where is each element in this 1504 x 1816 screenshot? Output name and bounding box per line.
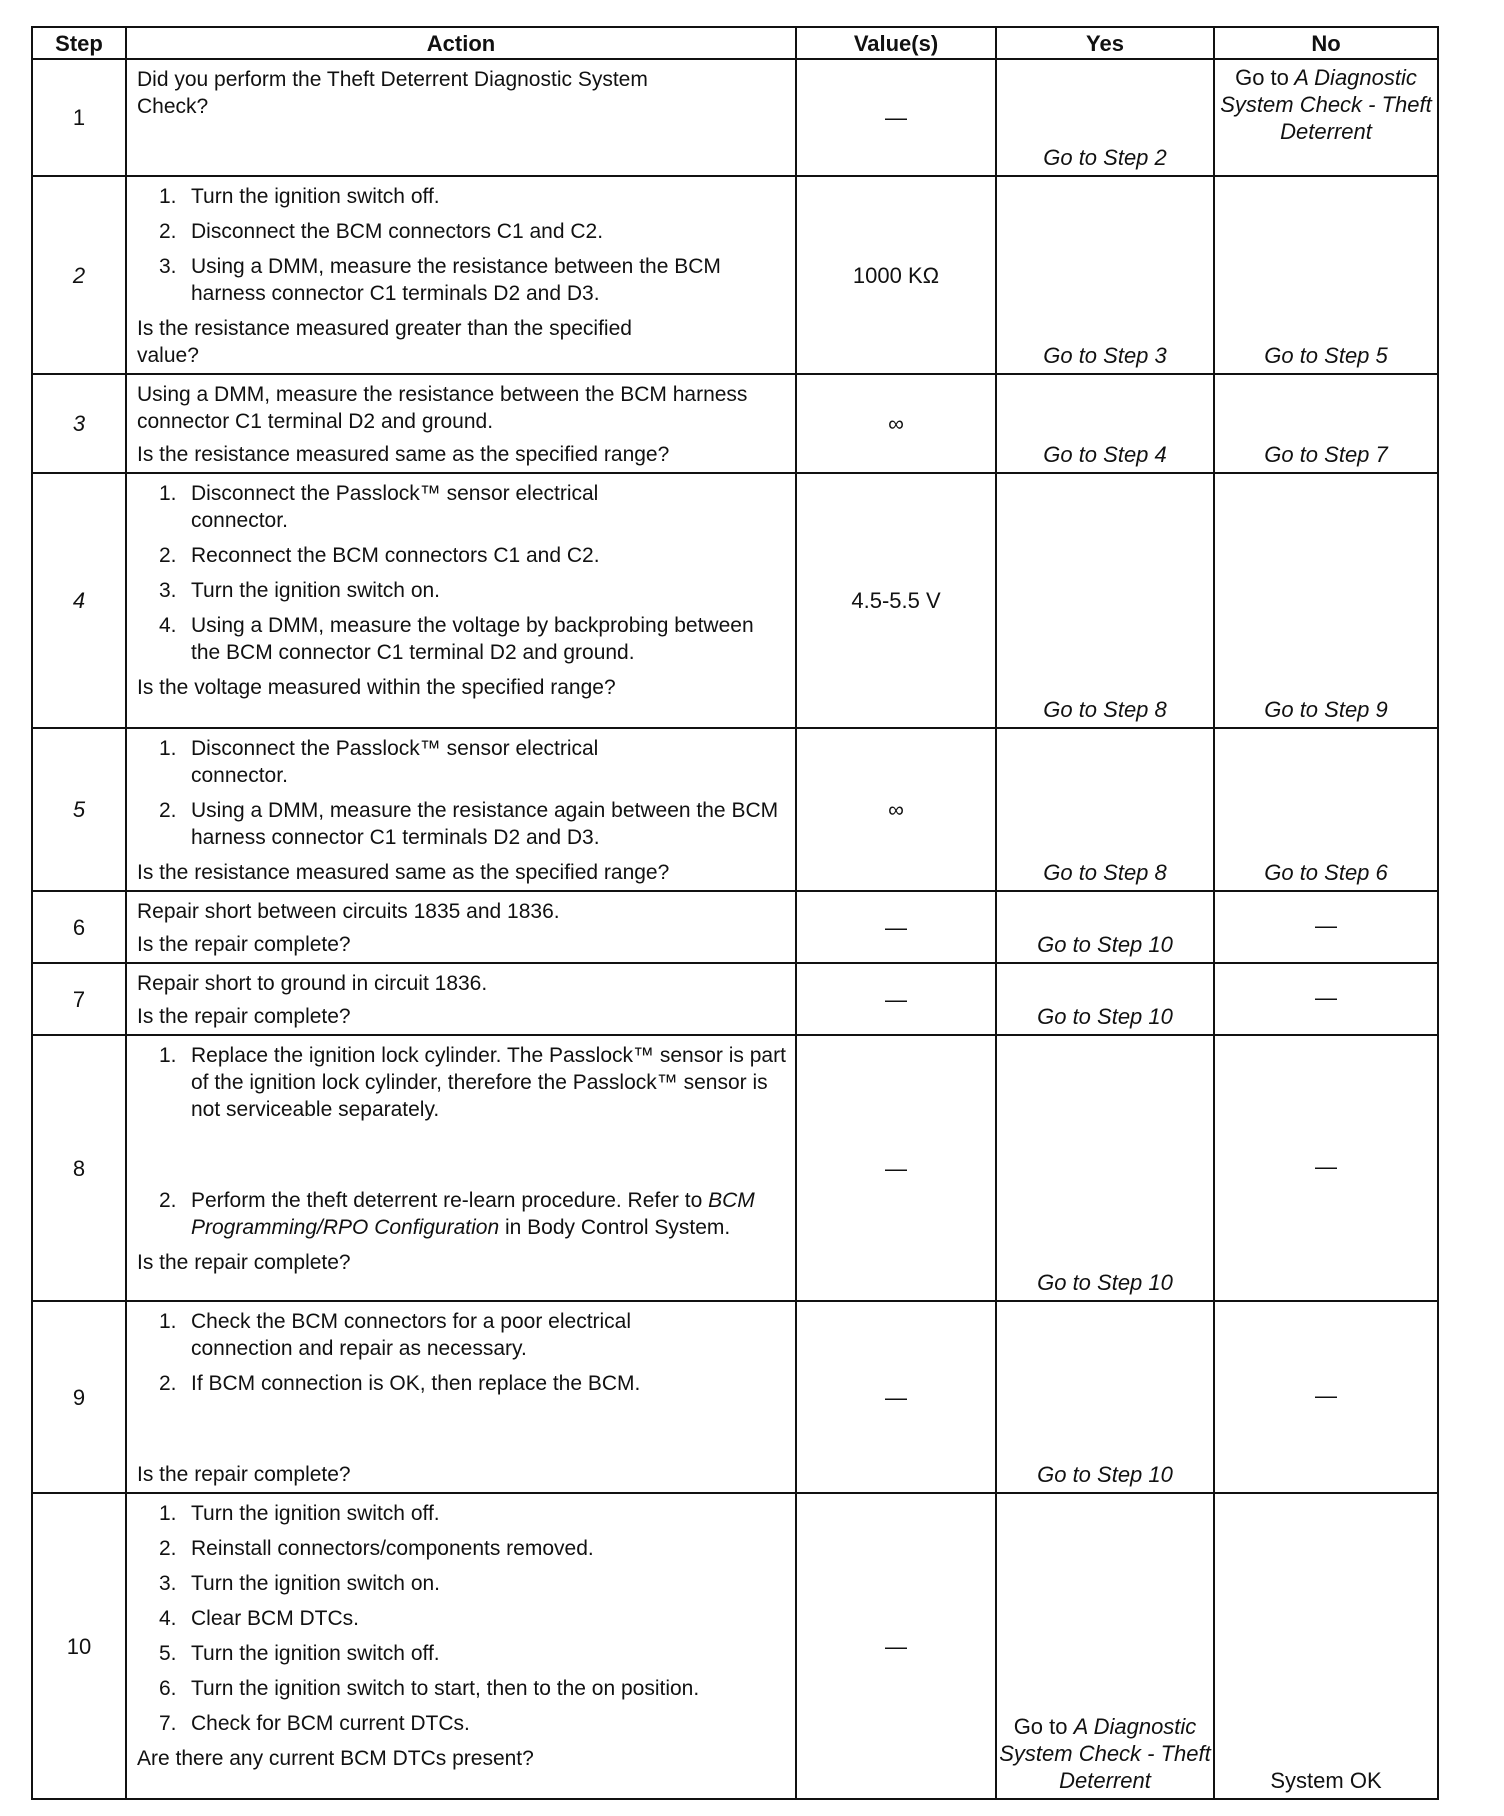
value-cell: — — [796, 1493, 996, 1799]
header-no: No — [1214, 27, 1438, 59]
list-item: 1. Replace the ignition lock cylinder. The Passlock™ sensor is part of the ignition lock cylinder, therefore the Passlock™ sensor is not serviceable separately. — [159, 1044, 786, 1121]
table-row-step-3 — [32, 374, 1438, 473]
list-item: 3. Turn the ignition switch on. — [159, 1572, 441, 1595]
yes-link-text: A Diagnostic System Check - Theft Deterrent — [999, 1714, 1211, 1793]
yes-cell: Go to Step 10 — [996, 1035, 1214, 1301]
action-list — [137, 735, 787, 851]
list-item: 2. Reconnect the BCM connectors C1 and C2. — [159, 544, 600, 567]
action-cell — [126, 176, 796, 374]
list-item: 2. Perform the theft deterrent re-learn procedure. Refer to BCM Programming/RPO Configuration in Body Control System. — [159, 1189, 755, 1239]
table-row-step-9 — [32, 1301, 1438, 1493]
step-number: 2 — [32, 176, 126, 374]
table-row-step-2 — [32, 176, 1438, 374]
action-list — [137, 1308, 787, 1461]
header-action: Action — [126, 27, 796, 59]
no-cell: — — [1214, 963, 1438, 1035]
no-prefix: Go to — [1235, 65, 1289, 90]
action-question: Is the resistance measured same as the specified range? — [137, 443, 670, 466]
yes-cell: Go to Step 4 — [996, 374, 1214, 473]
yes-cell: Go to Step 8 — [996, 473, 1214, 728]
action-cell — [126, 728, 796, 891]
action-list — [137, 1042, 787, 1241]
list-item: 1. Disconnect the Passlock™ sensor electrical connector. — [159, 737, 599, 787]
yes-cell: Go to Step 8 — [996, 728, 1214, 891]
step-number: 5 — [32, 728, 126, 891]
value-cell: — — [796, 891, 996, 963]
list-item: 1. Turn the ignition switch off. — [159, 185, 440, 208]
header-yes: Yes — [996, 27, 1214, 59]
step-number: 6 — [32, 891, 126, 963]
action-question: Is the repair complete? — [137, 1463, 351, 1486]
yes-cell: Go to Step 10 — [996, 1301, 1214, 1493]
action-question: Are there any current BCM DTCs present? — [137, 1747, 534, 1770]
yes-cell — [996, 1493, 1214, 1799]
list-item: 1. Check the BCM connectors for a poor electrical connection and repair as necessary. — [159, 1310, 632, 1360]
step-number: 1 — [32, 59, 126, 176]
list-item: 6. Turn the ignition switch to start, then to the on position. — [159, 1677, 700, 1700]
action-cell — [126, 963, 796, 1035]
reference-link-text: BCM Programming/RPO Configuration — [191, 1189, 755, 1239]
header-step: Step — [32, 27, 126, 59]
value-cell: — — [796, 59, 996, 176]
no-cell — [1214, 59, 1438, 176]
no-cell: Go to Step 5 — [1214, 176, 1438, 374]
list-item: 4. Using a DMM, measure the voltage by backprobing between the BCM connector C1 terminal D2 and ground. — [159, 614, 754, 664]
action-cell — [126, 59, 796, 176]
list-item: 1. Disconnect the Passlock™ sensor electrical connector. — [159, 482, 599, 532]
no-cell: Go to Step 9 — [1214, 473, 1438, 728]
diagnostic-table — [31, 26, 1439, 1800]
value-cell: — — [796, 1301, 996, 1493]
value-cell: 1000 KΩ — [796, 176, 996, 374]
step-number: 7 — [32, 963, 126, 1035]
list-item: 2. Disconnect the BCM connectors C1 and C2. — [159, 220, 604, 243]
no-cell: Go to Step 7 — [1214, 374, 1438, 473]
action-text: Repair short between circuits 1835 and 1836. — [137, 900, 560, 923]
action-cell — [126, 1301, 796, 1493]
action-list — [137, 183, 787, 307]
list-item: 4. Clear BCM DTCs. — [159, 1607, 360, 1630]
list-item: 2. Reinstall connectors/components removed. — [159, 1537, 594, 1560]
header-row — [32, 27, 1438, 59]
list-item: 1. Turn the ignition switch off. — [159, 1502, 440, 1525]
yes-cell: Go to Step 3 — [996, 176, 1214, 374]
value-cell: — — [796, 1035, 996, 1301]
action-cell — [126, 891, 796, 963]
header-values: Value(s) — [796, 27, 996, 59]
step-number: 10 — [32, 1493, 126, 1799]
action-cell — [126, 374, 796, 473]
action-question: Did you perform the Theft Deterrent Diagnostic System Check? — [137, 68, 648, 118]
action-question: Is the voltage measured within the specified range? — [137, 676, 616, 699]
action-cell — [126, 473, 796, 728]
action-question: Is the repair complete? — [137, 933, 351, 956]
yes-cell: Go to Step 2 — [996, 59, 1214, 176]
table-row-step-1 — [32, 59, 1438, 176]
yes-cell: Go to Step 10 — [996, 963, 1214, 1035]
table-row-step-4 — [32, 473, 1438, 728]
action-question: Is the resistance measured same as the specified range? — [137, 861, 670, 884]
table-row-step-7 — [32, 963, 1438, 1035]
action-text: Using a DMM, measure the resistance between the BCM harness connector C1 terminal D2 and ground. — [137, 383, 748, 433]
step-number: 9 — [32, 1301, 126, 1493]
value-cell: ∞ — [796, 374, 996, 473]
no-cell: System OK — [1214, 1493, 1438, 1799]
yes-prefix: Go to — [1013, 1714, 1068, 1739]
action-question: Is the resistance measured greater than the specified value? — [137, 317, 632, 367]
list-item: 5. Turn the ignition switch off. — [159, 1642, 440, 1665]
action-list — [137, 480, 787, 666]
list-item: 2. If BCM connection is OK, then replace the BCM. — [159, 1372, 641, 1395]
table-row-step-6 — [32, 891, 1438, 963]
list-item: 3. Turn the ignition switch on. — [159, 579, 441, 602]
action-cell — [126, 1035, 796, 1301]
yes-cell: Go to Step 10 — [996, 891, 1214, 963]
value-cell: 4.5-5.5 V — [796, 473, 996, 728]
step-number: 8 — [32, 1035, 126, 1301]
step-number: 4 — [32, 473, 126, 728]
no-cell: — — [1214, 1301, 1438, 1493]
value-cell: — — [796, 963, 996, 1035]
no-cell: Go to Step 6 — [1214, 728, 1438, 891]
diagnostic-table-document — [31, 26, 1437, 1793]
action-question: Is the repair complete? — [137, 1251, 351, 1274]
no-cell: — — [1214, 1035, 1438, 1301]
action-question: Is the repair complete? — [137, 1005, 351, 1028]
list-item: 7. Check for BCM current DTCs. — [159, 1712, 470, 1735]
value-cell: ∞ — [796, 728, 996, 891]
list-item: 2. Using a DMM, measure the resistance again between the BCM harness connector C1 terminals D2 and D3. — [159, 799, 779, 849]
step-number: 3 — [32, 374, 126, 473]
action-list — [137, 1500, 787, 1737]
action-cell — [126, 1493, 796, 1799]
no-cell: — — [1214, 891, 1438, 963]
list-item: 3. Using a DMM, measure the resistance between the BCM harness connector C1 terminals D2 and D3. — [159, 255, 721, 305]
table-row-step-8 — [32, 1035, 1438, 1301]
table-row-step-5 — [32, 728, 1438, 891]
no-link-text: A Diagnostic System Check - Theft Deterrent — [1220, 65, 1432, 144]
table-row-step-10 — [32, 1493, 1438, 1799]
action-text: Repair short to ground in circuit 1836. — [137, 972, 488, 995]
